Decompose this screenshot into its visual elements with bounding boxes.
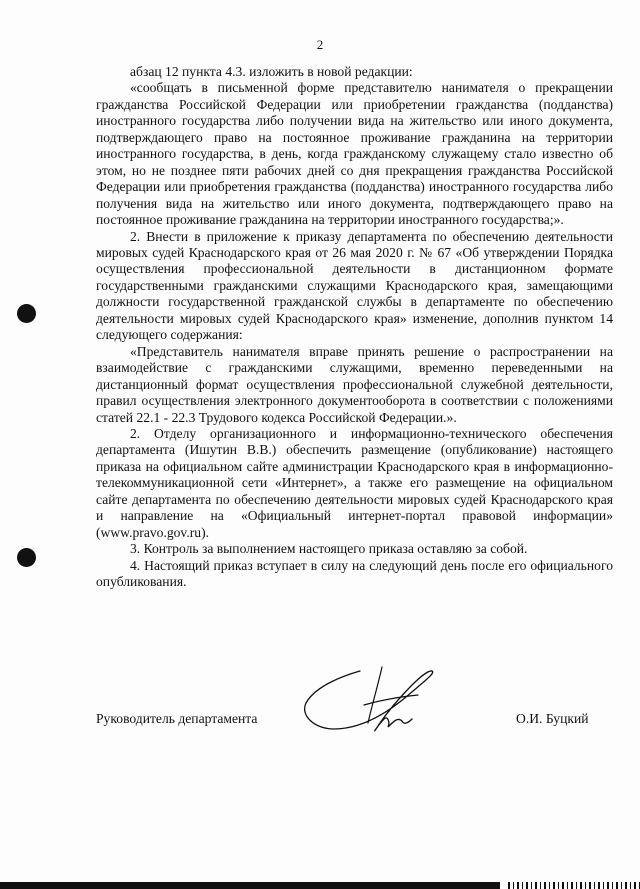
- handwritten-signature: [298, 665, 448, 740]
- punch-hole-bottom: [17, 548, 36, 567]
- paragraph-intro: абзац 12 пункта 4.3. изложить в новой редакции:: [130, 64, 413, 79]
- signature-title: Руководитель департамента: [96, 711, 258, 726]
- page-number: 2: [316, 37, 324, 52]
- paragraph-item-2-amendment: 2. Внести в приложение к приказу департамента по обеспечению деятельности мировых судей Краснодарского края от 26 мая 2020 г. № 67 «Об утверждении Порядка осуществления профессиональной деятельности в дистанционном формате государственными гражданскими служащими Краснодарского края, замещающими должности государственной гражданской службы в департаменте по обеспечению деятельности мировых судей Краснодарского края» изменение, дополнив пунктом 14 следующего содержания:: [96, 228, 613, 343]
- paragraph-item-2-publication: 2. Отделу организационного и информационно-технического обеспечения департамента (Ишутин В.В.) обеспечить размещение (опубликование) настоящего приказа на официальном сайте администрации Краснодарского края в информационно-телекоммуникационной сети «Интернет», а также его размещение на официальном сайте департамента по обеспечению деятельности мировых судей Краснодарского края и направление на «Официальный интернет-портал правовой информации» (www.pravo.gov.ru).: [96, 425, 613, 540]
- punch-hole-top: [17, 304, 36, 323]
- paragraph-item-4-effective: 4. Настоящий приказ вступает в силу на следующий день после его официального опубликования.: [96, 557, 613, 590]
- signatory-name: О.И. Буцкий: [516, 711, 589, 726]
- scan-edge-bar: [0, 882, 640, 889]
- paragraph-item-3-control: 3. Контроль за выполнением настоящего приказа оставляю за собой.: [130, 541, 528, 557]
- paragraph-quote-electronic-docs: «Представитель нанимателя вправе принять решение о распространении на взаимодействие с гражданскими служащими, временно переведенными на дистанционный формат осуществления профессиональной служебной деятельности, правил осуществления электронного документооборота в соответствии с положениями статей 22.1 - 22.3 Трудового кодекса Российской Федерации.».: [96, 343, 613, 425]
- paragraph-quote-citizenship: «сообщать в письменной форме представителю нанимателя о прекращении гражданства Российской Федерации или приобретении гражданства (подданства) иностранного государства либо получении вида на жительство или иного документа, подтверждающего право на постоянное проживание гражданина на территории иностранного государства, в день, когда гражданскому служащему стало известно об этом, но не позднее пяти рабочих дней со дня прекращения гражданства Российской Федерации или приобретения гражданства (подданства) иностранного государства либо получения вида на жительство или иного документа, подтверждающего право на постоянное проживание гражданина на территории иностранного государства;».: [96, 80, 613, 228]
- document-body: [96, 64, 613, 591]
